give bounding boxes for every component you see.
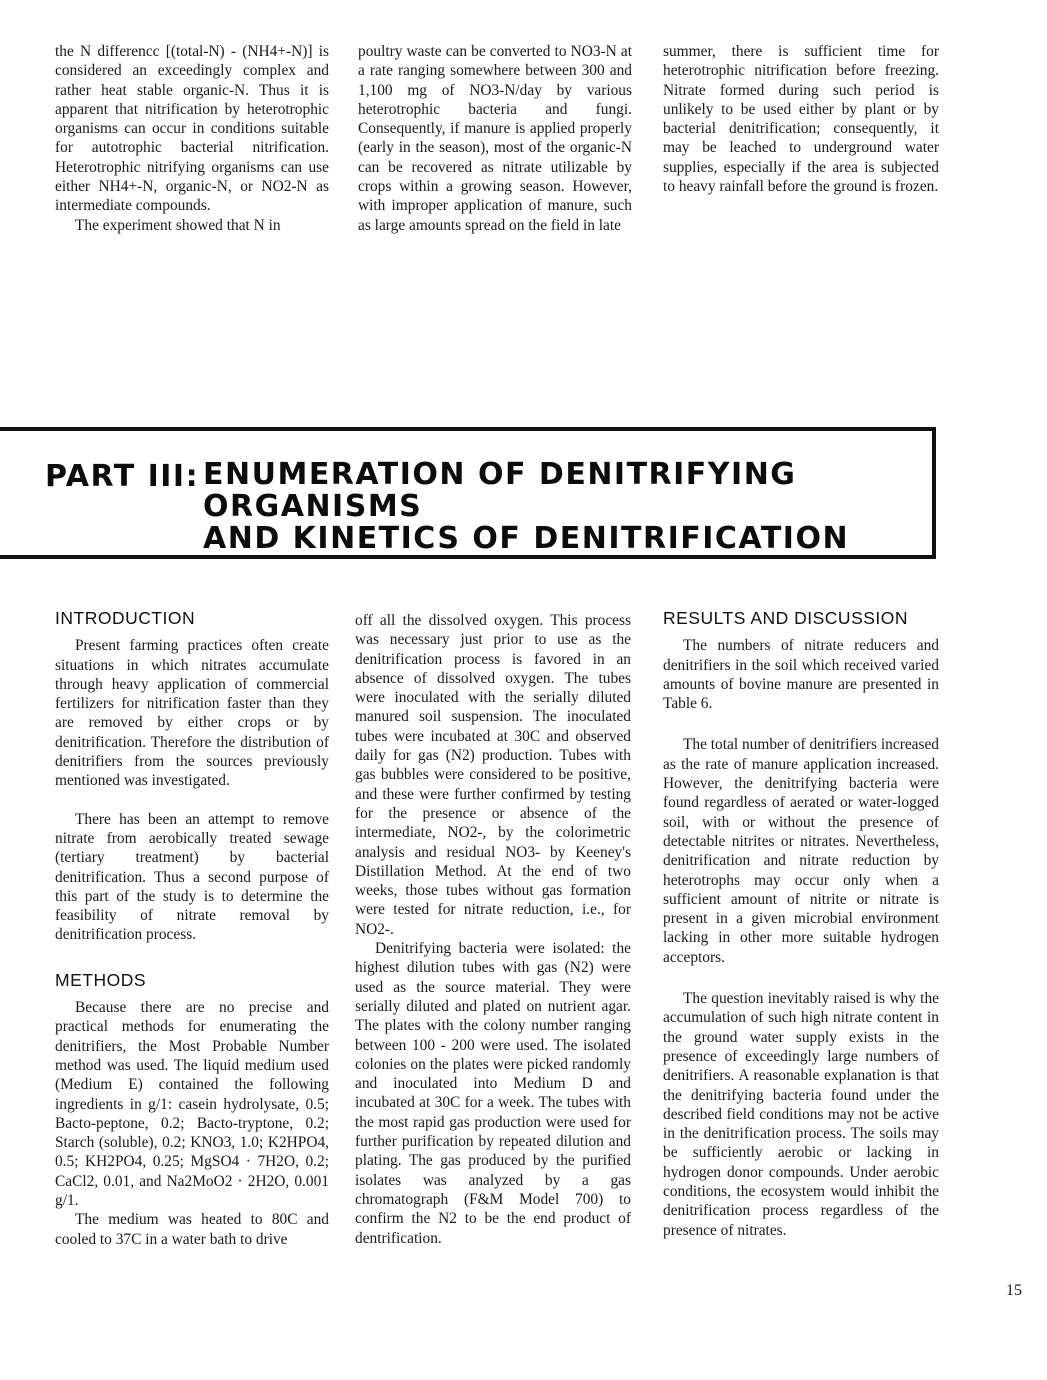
bottom-column-2 — [355, 611, 631, 1248]
paragraph: off all the dissolved oxygen. This process was necessary just prior to use as the denitrification process is favored in an absence of dissolved oxygen. The tubes were inoculated with the serially diluted manured soil suspension. The inoculated tubes were incubated at 30C and observed daily for gas (N2) production. Tubes with gas bubbles were considered to be positive, and these were further confirmed by testing for the presence or absence of the intermediate, NO2-, by the colorimetric analysis and residual NO3- by Keeney's Distillation Method. At the end of two weeks, those tubes without gas formation were tested for nitrate reduction, i.e., for NO2-. — [355, 612, 631, 938]
paragraph: summer, there is sufficient time for heterotrophic nitrification before freezing. Nitrate formed during such period is unlikely to be used either by plant or by bacterial denitrification; consequently, it may be leached to underground water supplies, especially if the area is subjected to heavy rainfall before the ground is frozen. — [663, 43, 939, 196]
results-heading: RESULTS AND DISCUSSION — [663, 608, 909, 628]
page-number: 15 — [1006, 1282, 1022, 1299]
bottom-column-1 — [55, 609, 329, 1249]
paragraph: The medium was heated to 80C and cooled to 37C in a water bath to drive — [55, 1211, 329, 1248]
top-column-3 — [663, 42, 939, 196]
part-title-line-2: AND KINETICS OF DENITRIFICATION — [203, 521, 850, 556]
paragraph: the N differencc [(total-N) - (NH4+-N)] is considered an exceedingly complex and rather heat stable organic-N. Thus it is apparent that nitrification by heterotrophic organisms can occur in conditions suitable for autotrophic bacterial nitrification. Heterotrophic nitrifying organisms can use either NH4+-N, organic-N, or NO2-N as intermediate compounds. — [55, 43, 329, 215]
bottom-column-3 — [663, 609, 939, 1240]
paragraph: Because there are no precise and practical methods for enumerating the denitrifiers, the Most Probable Number method was used. The liquid medium used (Medium E) contained the following ingredients in g/1: casein hydrolysate, 0.5; Bacto-peptone, 0.2; Bacto-tryptone, 0.2; Starch (soluble), 0.2; KNO3, 1.0; K2HPO4, 0.5; KH2PO4, 0.25; MgSO4 · 7H2O, 0.2; CaCl2, 0.01, and Na2MoO2 · 2H2O, 0.001 g/1. — [55, 999, 329, 1210]
introduction-heading: INTRODUCTION — [55, 608, 196, 628]
paragraph: The question inevitably raised is why the accumulation of such high nitrate content in the ground water supply exists in the presence of exceedingly large numbers of denitrifiers. A reasonable explanation is that the denitrifying bacteria found under the described field conditions may not be active in the denitrification process. The soils may be sufficiently aerobic or lacking in hydrogen donor compounds. Under aerobic conditions, the ecosystem would inhibit the denitrification process regardless of the presence of nitrates. — [663, 990, 939, 1239]
top-column-2 — [358, 42, 632, 235]
part-title-line-1: ENUMERATION OF DENITRIFYING ORGANISMS — [203, 457, 797, 524]
part-title — [203, 459, 932, 555]
part-banner — [0, 427, 936, 559]
paragraph: There has been an attempt to remove nitrate from aerobically treated sewage (tertiary treatment) by bacterial denitrification. Thus a second purpose of this part of the study is to determine the feasibility of nitrate removal by denitrification process. — [55, 810, 329, 944]
paragraph: The numbers of nitrate reducers and denitrifiers in the soil which received varied amounts of bovine manure are presented in Table 6. — [663, 637, 939, 713]
methods-heading: METHODS — [55, 969, 146, 990]
paragraph: poultry waste can be converted to NO3-N at a rate ranging somewhere between 300 and 1,100 mg of NO3-N/day by various heterotrophic bacteria and fungi. Consequently, if manure is applied properly (early in the season), most of the organic-N can be recovered as nitrate utilizable by crops within a growing season. However, with improper application of manure, such as large amounts spread on the field in late — [358, 43, 632, 234]
paragraph: The total number of denitrifiers increased as the rate of manure application increased. However, the denitrifying bacteria were found regardless of aerated or water-logged soil, with or without the presence of detectable nitrites or nitrates. Nevertheless, denitrification and nitrate reduction by heterotrophs may occur only when a sufficient amount of nitrite or nitrate is present in a given microbial environment lacking in other more suitable hydrogen acceptors. — [663, 736, 939, 966]
paragraph: Denitrifying bacteria were isolated: the highest dilution tubes with gas (N2) were used as the source material. They were serially diluted and plated on nutrient agar. The plates with the colony number ranging between 100 - 200 were used. The isolated colonies on the plates were picked randomly and inoculated into Medium D and incubated at 30C for a week. The tubes with the most rapid gas production were used for further purification by repeated dilution and plating. The gas produced by the purified isolates was analyzed by a gas chromatograph (F&M Model 700) to confirm the N2 to be the end product of dentrification. — [355, 940, 631, 1247]
paragraph: Present farming practices often create situations in which nitrates accumulate through heavy application of commercial fertilizers for nitrification faster than they are removed by either crops or by denitrification. Therefore the distribution of denitrifiers from the sources previously mentioned was investigated. — [55, 637, 329, 790]
paragraph: The experiment showed that N in — [75, 216, 281, 234]
part-label: PART III: — [45, 459, 200, 494]
top-column-1 — [55, 42, 329, 235]
